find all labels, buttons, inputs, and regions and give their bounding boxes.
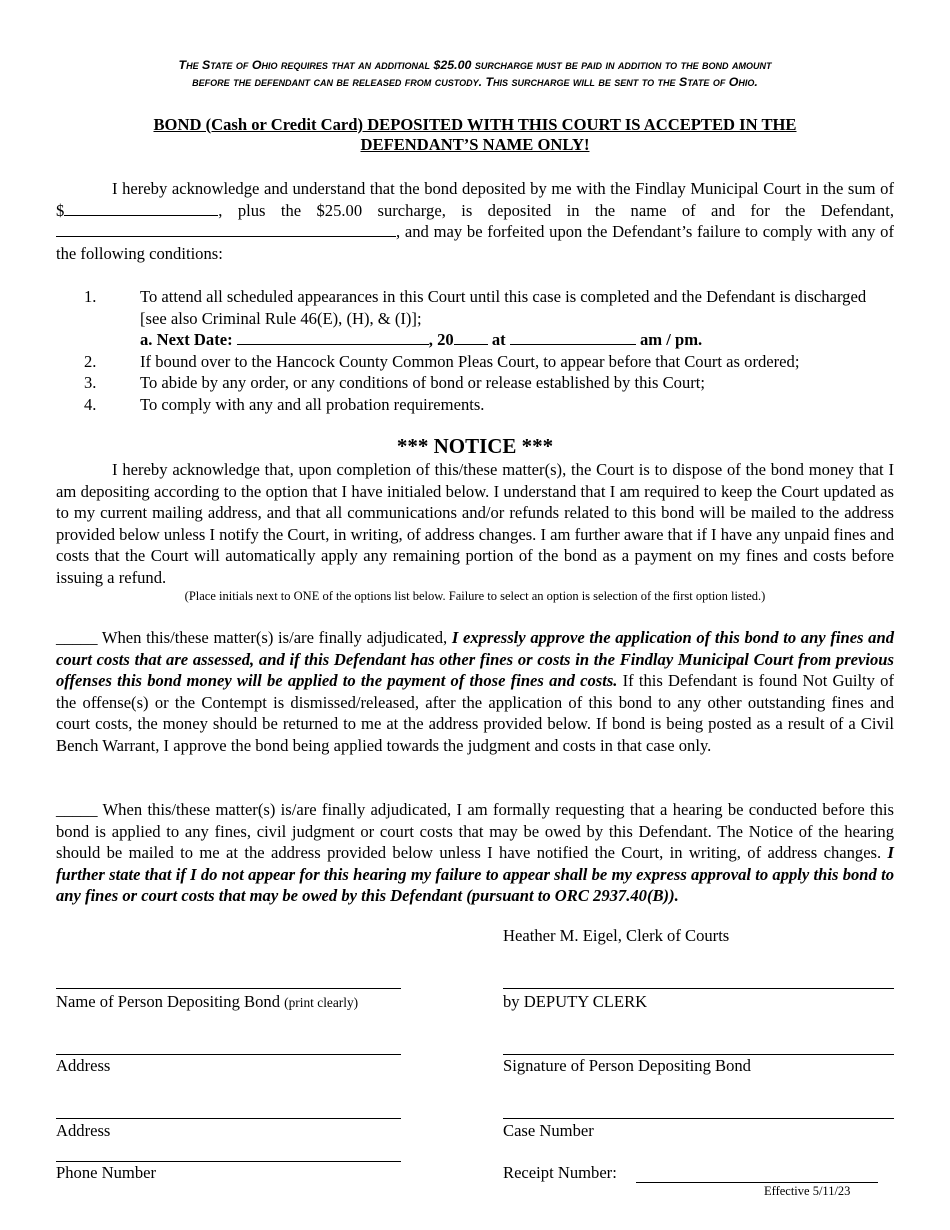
receipt-number-line[interactable]	[636, 1182, 878, 1183]
conditions-list	[56, 286, 894, 416]
next-date-ampm: am / pm.	[639, 330, 703, 350]
notice-paragraph: I hereby acknowledge that, upon completion of this/these matter(s), the Court is to dispose of the bond money that I am depositing according to the option that I have initialed below. I understand that I am required to keep the Court updated as to my current mailing address, and that all communications and/or refunds related to this bond will be mailed to the address provided below unless I notify the Court, in writing, of address changes. I am further aware that if I have any unpaid fines and costs that the Court will automatically apply any remaining portion of the bond as a payment on my fines and costs before issuing a refund.	[56, 460, 894, 587]
next-time-blank[interactable]	[510, 330, 636, 345]
condition-item	[56, 351, 894, 373]
name-label-text: Name of Person Depositing Bond	[56, 992, 280, 1011]
name-label-note: (print clearly)	[284, 995, 359, 1010]
ack-part-3: , and may be forfeited upon the Defendant’s failure to comply with any of the following conditions:	[56, 222, 894, 263]
case-number-label: Case Number	[503, 1121, 594, 1140]
name-label	[56, 992, 358, 1012]
phone-number-label: Phone Number	[56, 1163, 157, 1182]
acknowledgment-paragraph	[56, 178, 894, 264]
ack-part-2: , plus the $25.00 surcharge, is deposited in the name of and for the Defendant,	[218, 200, 894, 220]
address-2-label: Address	[56, 1121, 111, 1140]
notice-title: *** NOTICE ***	[396, 434, 554, 458]
condition-item	[56, 372, 894, 394]
condition-number: 3.	[84, 373, 97, 393]
option-1-lead: _____ When this/these matter(s) is/are finally adjudicated,	[56, 628, 452, 647]
address-1-line[interactable]	[56, 1054, 401, 1055]
next-date-line	[140, 329, 894, 351]
next-date-at: at	[491, 330, 506, 350]
name-signature-line[interactable]	[56, 988, 401, 989]
option-1-paragraph	[56, 627, 894, 757]
next-date-year-blank[interactable]	[454, 330, 488, 345]
condition-text: If bound over to the Hancock County Common Pleas Court, to appear before that Court as ordered;	[140, 351, 800, 371]
surcharge-line-2: before the defendant can be released from custody. This surcharge will be sent to the State of Ohio.	[192, 75, 758, 89]
receipt-number-label: Receipt Number:	[503, 1163, 617, 1182]
surcharge-notice	[56, 57, 894, 91]
clerk-of-courts: Heather M. Eigel, Clerk of Courts	[503, 926, 730, 945]
next-date-year: , 20	[428, 330, 454, 350]
condition-text: To attend all scheduled appearances in this Court until this case is completed and the Defendant is discharged [see also Criminal Rule 46(E), (H), & (I)];	[140, 287, 867, 328]
condition-item	[56, 394, 894, 416]
option-1-rest: If this Defendant is found Not Guilty of the offense(s) or the Contempt is dismissed/released, after the application of this bond to any other outstanding fines and court costs, the money should be returned to me at the address provided below. If bond is being posted as a result of a Civil Bench Warrant, I approve the bond being applied towards the judgment and costs in that case only.	[56, 671, 894, 755]
bond-title	[56, 115, 894, 155]
ack-part-1: I hereby acknowledge and understand that the bond deposited by me with the Findlay Municipal Court in the sum of $	[56, 179, 894, 220]
bond-amount-blank[interactable]	[64, 201, 218, 216]
option-1-emphasis: I expressly approve the application of this bond to any fines and court costs that are assessed, and if this Defendant has other fines or costs in the Findlay Municipal Court from previous offenses this bond money will be applied to the payment of those fines and costs.	[56, 628, 894, 691]
condition-number: 2.	[84, 351, 97, 371]
bond-title-line-2: DEFENDANT’S NAME ONLY!	[360, 135, 590, 154]
option-2-paragraph	[56, 799, 894, 907]
condition-item	[56, 286, 894, 351]
depositor-signature-line[interactable]	[503, 1054, 894, 1055]
next-date-label: a. Next Date:	[140, 330, 233, 350]
deputy-signature-line[interactable]	[503, 988, 894, 989]
signature-label: Signature of Person Depositing Bond	[503, 1056, 751, 1075]
condition-number: 4.	[84, 394, 97, 414]
condition-text: To abide by any order, or any conditions of bond or release established by this Court;	[140, 373, 705, 393]
address-1-label: Address	[56, 1056, 111, 1075]
next-date-blank[interactable]	[237, 330, 429, 345]
initials-instruction: (Place initials next to ONE of the options list below. Failure to select an option is selection of the first option listed.)	[184, 589, 766, 603]
surcharge-line-1: The State of Ohio requires that an additional $25.00 surcharge must be paid in addition to the bond amount	[178, 58, 772, 72]
option-2-emphasis: I further state that if I do not appear for this hearing my failure to appear shall be my express approval to apply this bond to any fines or court costs that may be owed by this Defendant (pursuant to ORC 2937.40(B)).	[56, 843, 894, 906]
bond-title-line-1: BOND (Cash or Credit Card) DEPOSITED WITH THIS COURT IS ACCEPTED IN THE	[153, 115, 797, 134]
condition-text: To comply with any and all probation requirements.	[140, 394, 485, 414]
condition-number: 1.	[84, 287, 97, 306]
address-2-line[interactable]	[56, 1118, 401, 1119]
defendant-name-blank[interactable]	[56, 222, 396, 237]
phone-number-line[interactable]	[56, 1161, 401, 1162]
deputy-label: by DEPUTY CLERK	[503, 992, 648, 1011]
effective-date: Effective 5/11/23	[764, 1184, 851, 1198]
case-number-line[interactable]	[503, 1118, 894, 1119]
option-2-lead: _____ When this/these matter(s) is/are finally adjudicated, I am formally requesting that a hearing be conducted before this bond is applied to any fines, civil judgment or court costs that may be owed by this Defendant. The Notice of the hearing should be mailed to me at the address provided below unless I have notified the Court, in writing, of address changes.	[56, 800, 894, 863]
